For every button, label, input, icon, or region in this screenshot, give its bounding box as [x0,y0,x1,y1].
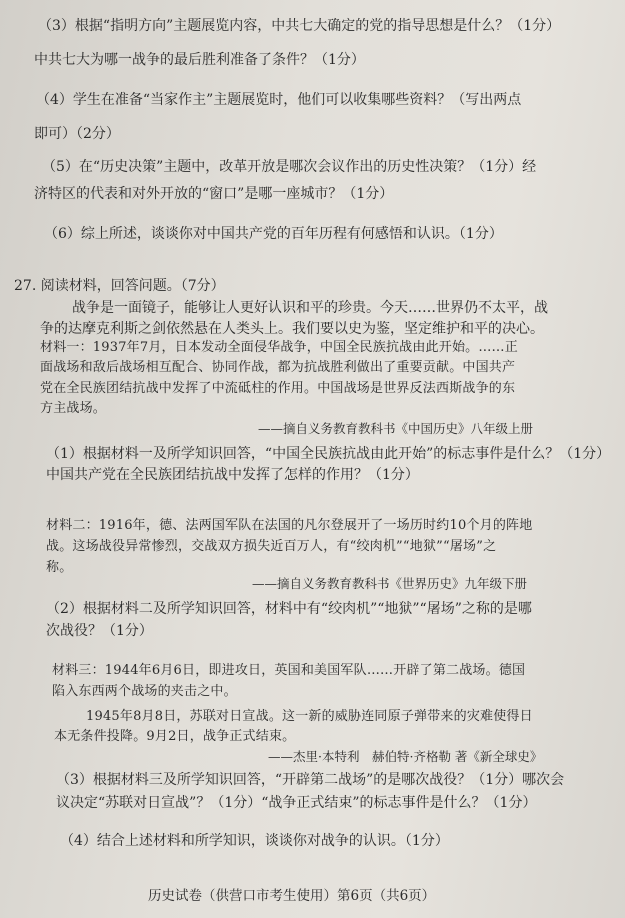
material1-source: ——摘自义务教育教科书《中国历史》八年级上册 [258,421,534,436]
material2-line3: 称。 [46,560,73,575]
q26-part4-line1: （4）学生在准备“当家作主”主题展览时，他们可以收集哪些资料？（写出两点 [36,92,522,108]
q26-part5-line2: 济特区的代表和对外开放的“窗口”是哪一座城市？（1分） [34,186,394,202]
q26-part6-line1: （6）综上所述，谈谈你对中国共产党的百年历程有何感悟和认识。（1分） [44,226,503,242]
material3-line2: 陷入东西两个战场的夹击之中。 [52,684,237,699]
q26-part3-line1: （3）根据“指明方向”主题展览内容，中共七大确定的党的指导思想是什么？（1分） [38,18,561,34]
material3-line3: 1945年8月8日，苏联对日宣战。这一新的威胁连同原子弹带来的灾难使得日 [86,709,533,724]
q27-heading: 27. 阅读材料，回答问题。（7分） [14,278,225,294]
q27-part2-line1: （2）根据材料二及所学知识回答，材料中有“绞肉机”“地狱”“屠场”之称的是哪 [46,601,532,617]
q27-part4-line1: （4）结合上述材料和所学知识，谈谈你对战争的认识。（1分） [60,833,449,849]
q26-part4-line2: 即可）（2分） [34,126,120,142]
q27-intro-line2: 争的达摩克利斯之剑依然悬在人类头上。我们要以史为鉴，坚定维护和平的决心。 [40,321,544,337]
material1-line1: 材料一：1937年7月，日本发动全面侵华战争，中国全民族抗战由此开始。……正 [40,340,518,355]
material2-line2: 战。这场战役异常惨烈，交战双方损失近百万人，有“绞肉机”“地狱”“屠场”之 [46,539,497,554]
q27-part1-line2: 中国共产党在全民族团结抗战中发挥了怎样的作用？（1分） [46,467,419,483]
q26-part3-line2: 中共七大为哪一战争的最后胜利准备了条件？（1分） [34,52,365,68]
page-footer: 历史试卷（供营口市考生使用）第6页（共6页） [148,888,436,904]
q27-part1-line1: （1）根据材料一及所学知识回答，“中国全民族抗战由此开始”的标志事件是什么？（1分） [46,446,611,462]
q27-part2-line2: 次战役？（1分） [46,623,153,639]
material2-line1: 材料二：1916年，德、法两国军队在法国的凡尔登展开了一场历时约10个月的阵地 [46,518,533,533]
q27-part3-line2: 议决定“苏联对日宣战”？（1分）“战争正式结束”的标志事件是什么？（1分） [56,795,537,811]
material3-line1: 材料三：1944年6月6日，即进攻日，英国和美国军队……开辟了第二战场。德国 [52,663,526,678]
material3-source: ——杰里·本特利 赫伯特·齐格勒 著《新全球史》 [268,749,543,764]
q26-part5-line1: （5）在“历史决策”主题中，改革开放是哪次会议作出的历史性决策？（1分）经 [42,159,537,175]
material1-line2: 面战场和敌后战场相互配合、协同作战，都为抗战胜利做出了重要贡献。中国共产 [40,360,516,375]
material1-line3: 党在全民族团结抗战中发挥了中流砥柱的作用。中国战场是世界反法西斯战争的东 [40,381,516,396]
q27-part3-line1: （3）根据材料三及所学知识回答，“开辟第二战场”的是哪次战役？（1分）哪次会 [56,772,565,788]
material1-line4: 方主战场。 [40,401,107,416]
q27-intro-line1: 战争是一面镜子，能够让人更好认识和平的珍贵。今天……世界仍不太平，战 [72,300,548,316]
material3-line4: 本无条件投降。9月2日，战争正式结束。 [54,729,296,744]
material2-source: ——摘自义务教育教科书《世界历史》九年级下册 [252,576,528,591]
